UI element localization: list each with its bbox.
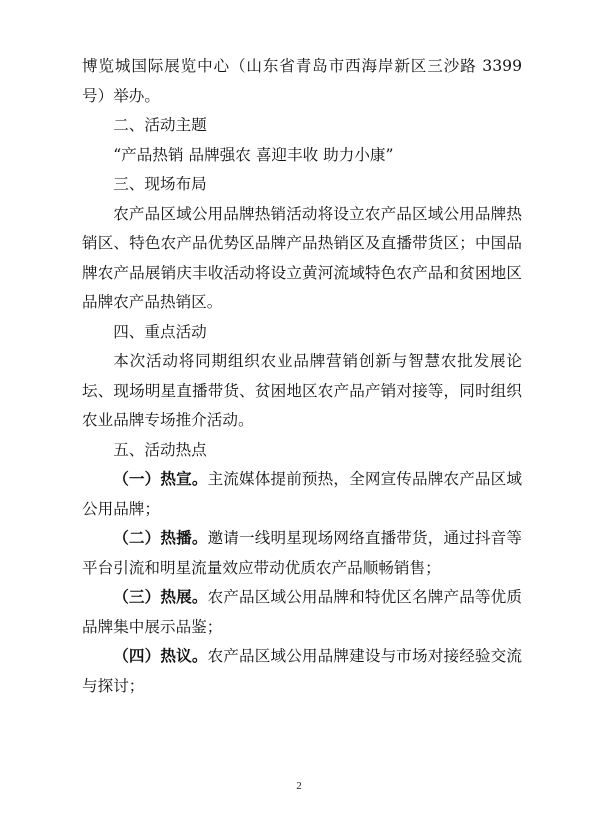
- hotspot-text: 主流媒体提前预热，全网宣传品牌农产品区域公用品牌；: [82, 470, 522, 518]
- section-heading-key-activities: 四、重点活动: [113, 322, 207, 341]
- hotspot-title: （二）热播。: [113, 529, 208, 547]
- hotspot-item-2: [82, 524, 522, 583]
- section-heading-layout: 三、现场布局: [113, 175, 207, 193]
- section-heading-theme: 二、活动主题: [113, 116, 207, 134]
- theme-slogan: “产品热销 品牌强农 喜迎丰收 助力小康”: [113, 145, 394, 164]
- page-number: 2: [296, 780, 302, 792]
- hotspot-item-1: [82, 465, 522, 524]
- venue-continuation: 博览城国际展览中心（山东省青岛市西海岸新区三沙路 3399 号）举办。: [82, 57, 522, 105]
- hotspot-text: 农产品区域公用品牌和特优区名牌产品等优质品牌集中展示品鉴；: [82, 588, 522, 636]
- layout-paragraph: 农产品区域公用品牌热销活动将设立农产品区域公用品牌热销区、特色农产品优势区品牌产品热销区及直播带货区；中国品牌农产品展销庆丰收活动将设立黄河流域特色农产品和贫困地区品牌农产品热销区。: [82, 204, 522, 311]
- hotspot-item-4: [82, 642, 522, 701]
- hotspot-item-3: [82, 583, 522, 642]
- key-activities-paragraph: 本次活动将同期组织农业品牌营销创新与智慧农批发展论坛、现场明星直播带货、贫困地区农产品产销对接等，同时组织农业品牌专场推介活动。: [82, 352, 522, 429]
- hotspot-title: （三）热展。: [113, 588, 208, 606]
- hotspot-title: （一）热宣。: [113, 470, 208, 488]
- hotspot-title: （四）热议。: [113, 647, 208, 665]
- document-body: [82, 52, 522, 701]
- section-heading-hotspots: 五、活动热点: [113, 440, 207, 459]
- hotspot-text: 农产品区域公用品牌建设与市场对接经验交流与探讨；: [82, 647, 522, 695]
- hotspot-text: 邀请一线明星现场网络直播带货，通过抖音等平台引流和明星流量效应带动优质农产品顺畅销售；: [82, 529, 522, 577]
